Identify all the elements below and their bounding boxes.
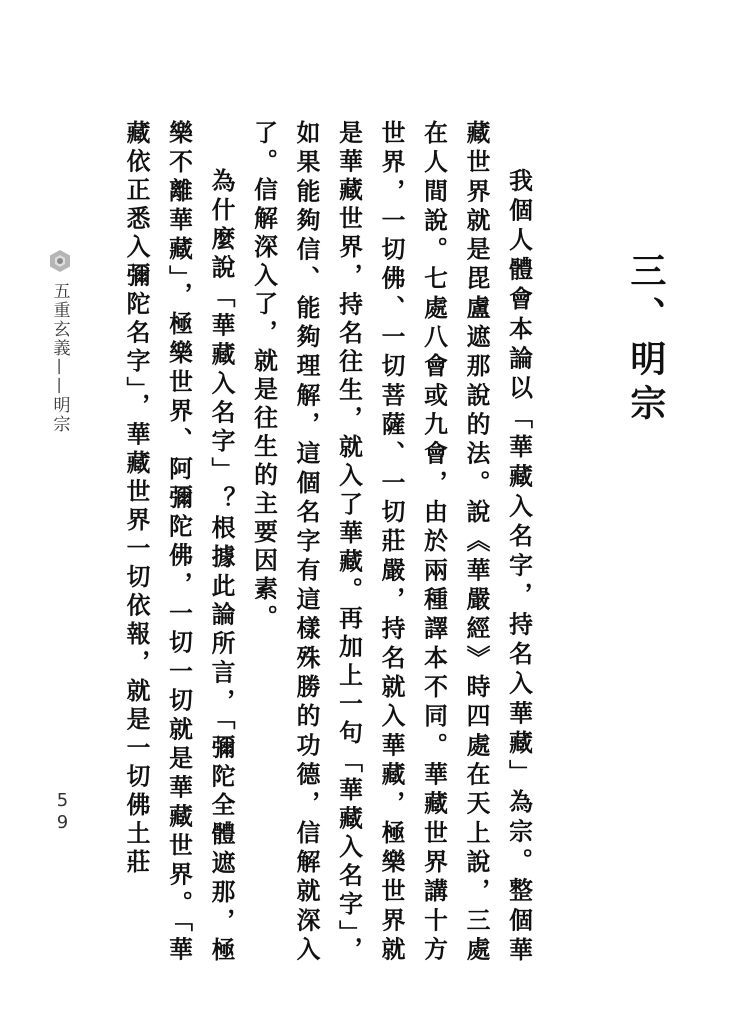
body-text (115, 120, 540, 965)
paragraph-1: 我個人體會本論以「華藏入名字，持名入華藏」為宗。整個華藏世界就是毘盧遮那說的法。說《華嚴經》時四處在天上說，三處在人間說。七處八會或九會，由於兩種譯本不同。華藏世界講十方世界，一切佛、一切菩薩、一切莊嚴，持名就入華藏，極樂世界就是華藏世界，持名往生，就入了華藏。再加上一句「華藏入名字」，如果能夠信、能夠理解，這個名字有這樣殊勝的功德，信解就深入了。信解深入了，就是往生的主要因素。 (250, 120, 533, 965)
page-number: 59 (52, 790, 73, 834)
running-header (44, 248, 76, 434)
section-title: 三、明宗 (624, 252, 666, 428)
running-title: 五重玄義——明宗 (49, 282, 70, 434)
hexagon-emblem-icon (47, 248, 73, 274)
paragraph-2: 為什麼說「華藏入名字」？根據此論所言，「彌陀全體遮那，極樂不離華藏」，極樂世界、阿彌陀佛，一切一切就是華藏世界。「華藏依正悉入彌陀名字」，華藏世界一切依報，就是一切佛土莊 (122, 120, 236, 965)
